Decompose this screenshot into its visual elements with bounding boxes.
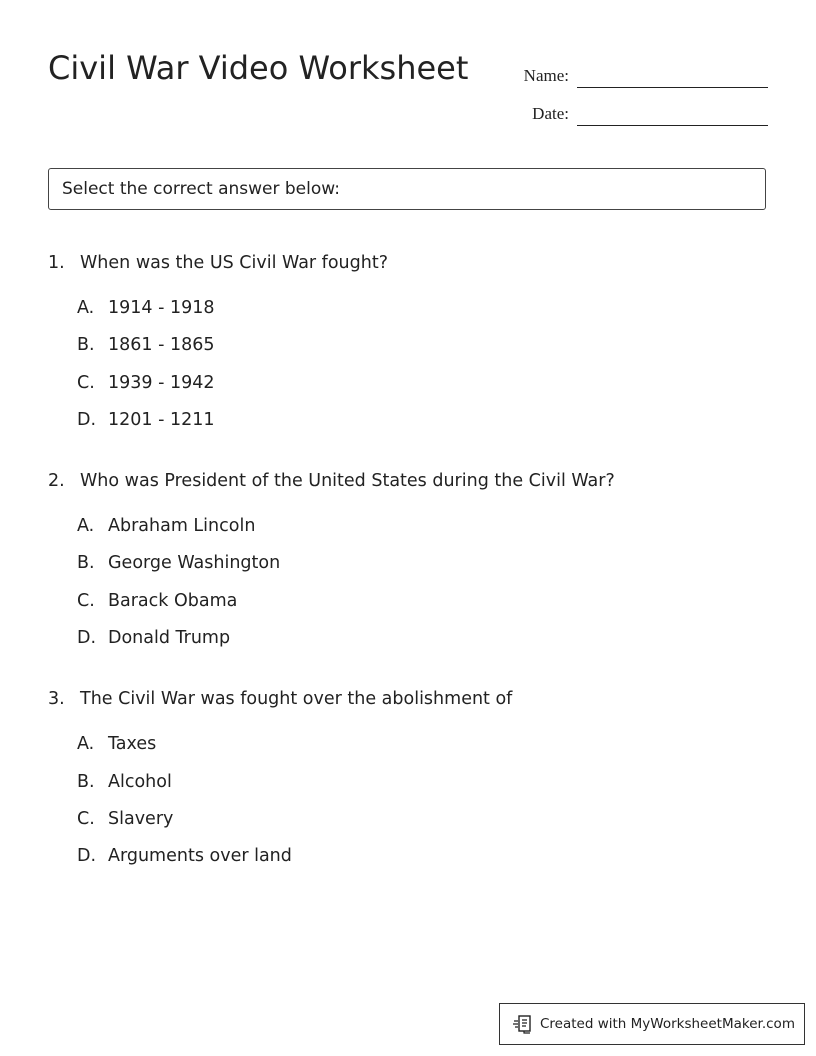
instructions-box: Select the correct answer below: [48, 168, 766, 210]
option-text: Donald Trump [108, 628, 231, 649]
option-text: 1201 - 1211 [108, 409, 215, 430]
worksheet-maker-logo-icon [512, 1013, 534, 1035]
option-text: Arguments over land [108, 846, 292, 867]
answer-option [77, 588, 768, 625]
question-number: 3. [48, 689, 65, 710]
answer-option [77, 295, 768, 332]
option-text: Slavery [108, 808, 174, 829]
name-line [577, 86, 768, 88]
option-letter: D. [77, 628, 97, 649]
worksheet-title: Civil War Video Worksheet [48, 49, 469, 87]
option-text: George Washington [108, 553, 281, 574]
question-list [48, 250, 768, 905]
answer-options [48, 513, 768, 662]
answer-option [77, 769, 768, 806]
option-letter: C. [77, 590, 95, 611]
footer-text: Created with MyWorksheetMaker.com [540, 1016, 795, 1032]
question-text: The Civil War was fought over the abolishment of [80, 689, 513, 710]
name-label: Name: [523, 66, 569, 85]
name-row [508, 50, 768, 88]
option-letter: D. [77, 846, 97, 867]
answer-option [77, 550, 768, 587]
date-label: Date: [532, 104, 569, 123]
answer-option [77, 407, 768, 444]
answer-option [77, 731, 768, 768]
date-row [508, 88, 768, 126]
option-text: 1939 - 1942 [108, 372, 215, 393]
option-letter: A. [77, 516, 95, 537]
option-letter: A. [77, 298, 95, 318]
option-text: 1861 - 1865 [108, 335, 215, 356]
option-letter: A. [77, 734, 95, 755]
answer-option [77, 843, 768, 880]
option-letter: C. [77, 372, 95, 393]
option-text: Abraham Lincoln [108, 516, 256, 537]
option-text: Taxes [108, 734, 157, 755]
question-number: 1. [48, 253, 65, 273]
option-letter: D. [77, 409, 97, 430]
question-text: Who was President of the United States during the Civil War? [80, 471, 615, 492]
option-text: Alcohol [108, 771, 172, 792]
option-text: Barack Obama [108, 590, 238, 611]
answer-option [77, 332, 768, 369]
footer-credit [499, 1003, 805, 1045]
answer-option [77, 625, 768, 662]
answer-option [77, 370, 768, 407]
option-text: 1914 - 1918 [108, 298, 215, 318]
answer-options [48, 295, 768, 444]
option-letter: C. [77, 808, 95, 829]
date-line [577, 124, 768, 126]
answer-option [77, 806, 768, 843]
question-number: 2. [48, 471, 65, 492]
question-prompt [48, 468, 768, 494]
answer-options [48, 731, 768, 880]
student-info-fields [508, 50, 768, 126]
option-letter: B. [77, 335, 95, 356]
answer-option [77, 513, 768, 550]
option-letter: B. [77, 553, 95, 574]
option-letter: B. [77, 771, 95, 792]
question-text: When was the US Civil War fought? [80, 253, 388, 273]
question-3 [48, 686, 768, 880]
question-2 [48, 468, 768, 662]
question-1 [48, 250, 768, 444]
question-prompt [48, 686, 768, 712]
question-prompt [48, 250, 768, 276]
